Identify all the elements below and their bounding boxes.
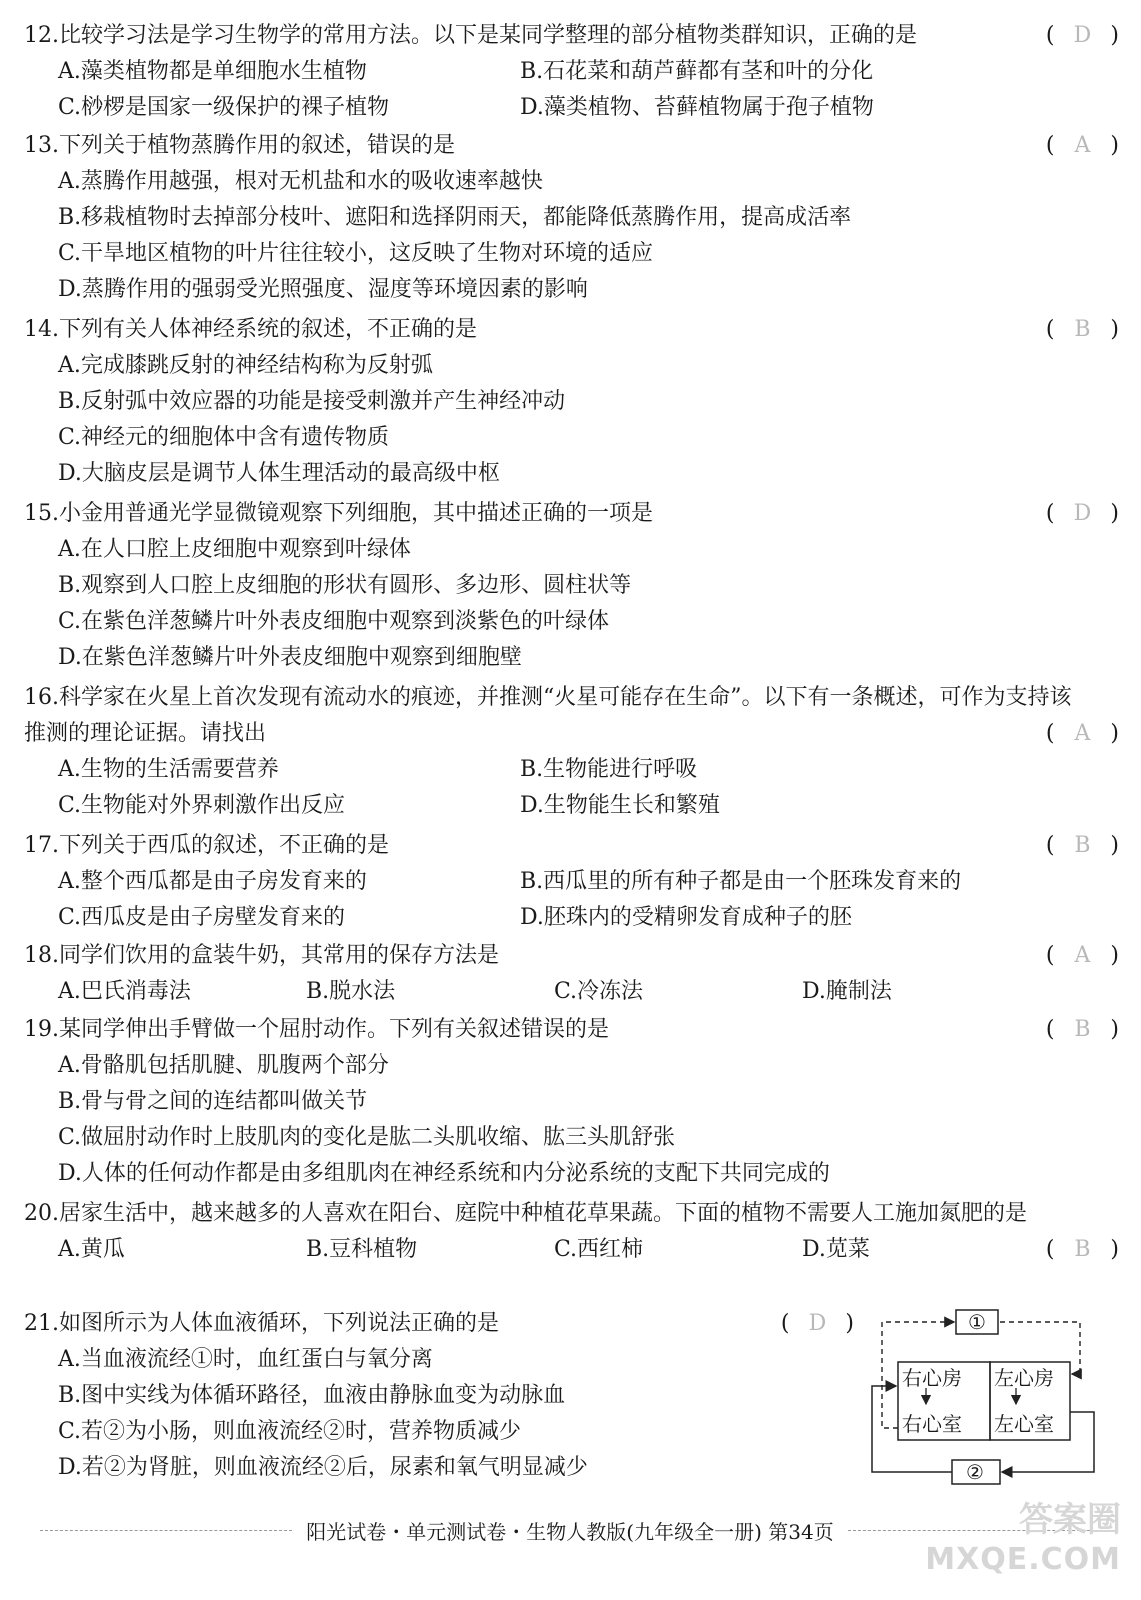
option-b: B.反射弧中效应器的功能是接受刺激并产生神经冲动 xyxy=(58,389,566,414)
option-c: C.西红柿 xyxy=(554,1237,644,1262)
question-stem: 比较学习法是学习生物学的常用方法。以下是某同学整理的部分植物类群知识，正确的是 xyxy=(59,23,918,48)
option-a: A.整个西瓜都是由子房发育来的 xyxy=(58,869,367,894)
question-number: 17. xyxy=(24,833,59,858)
option-c: C.干旱地区植物的叶片往往较小，这反映了生物对环境的适应 xyxy=(58,241,654,266)
options xyxy=(58,864,1119,936)
question-number: 15. xyxy=(24,501,59,526)
option-c: C.做屈肘动作时上肢肌肉的变化是肱二头肌收缩、肱三头肌舒张 xyxy=(58,1125,676,1150)
answer-letter: D xyxy=(1073,23,1092,48)
option-b: B.石花菜和葫芦藓都有茎和叶的分化 xyxy=(520,59,874,84)
option-a: A.蒸腾作用越强，根对无机盐和水的吸收速率越快 xyxy=(58,169,543,194)
answer-box: ( A ) xyxy=(1046,716,1119,752)
option-d: D.生物能生长和繁殖 xyxy=(520,793,720,818)
option-c: C.西瓜皮是由子房壁发育来的 xyxy=(58,905,346,930)
options xyxy=(58,974,1119,1010)
question-stem: 下列有关人体神经系统的叙述，不正确的是 xyxy=(59,317,478,342)
label-organ-1: ① xyxy=(968,1310,986,1334)
question-stem: 小金用普通光学显微镜观察下列细胞，其中描述正确的一项是 xyxy=(59,501,654,526)
option-c: C.桫椤是国家一级保护的裸子植物 xyxy=(58,95,390,120)
option-d: D.腌制法 xyxy=(802,979,892,1004)
option-a: A.在人口腔上皮细胞中观察到叶绿体 xyxy=(58,537,411,562)
options xyxy=(58,348,1119,492)
option-a: A.巴氏消毒法 xyxy=(58,979,191,1004)
question-stem: 某同学伸出手臂做一个屈肘动作。下列有关叙述错误的是 xyxy=(59,1017,610,1042)
answer-letter: A xyxy=(1074,943,1091,968)
question-18 xyxy=(24,938,1119,1010)
question-stem: 居家生活中，越来越多的人喜欢在阳台、庭院中种植花草果蔬。下面的植物不需要人工施加氮肥的是 xyxy=(59,1201,1028,1226)
answer-box: ( B ) xyxy=(1046,1012,1119,1048)
option-d: D.若②为肾脏，则血液流经②后，尿素和氧气明显减少 xyxy=(58,1455,588,1480)
question-number: 19. xyxy=(24,1017,59,1042)
answer-letter: B xyxy=(1074,1017,1091,1042)
label-right-ventricle: 右心室 xyxy=(902,1412,962,1436)
option-d: D.胚珠内的受精卵发育成种子的胚 xyxy=(520,905,852,930)
option-b: B.骨与骨之间的连结都叫做关节 xyxy=(58,1089,368,1114)
label-left-ventricle: 左心室 xyxy=(994,1412,1054,1436)
answer-letter: B xyxy=(1074,833,1091,858)
watermark-logo xyxy=(925,1500,1121,1580)
option-b: B.豆科植物 xyxy=(306,1237,418,1262)
option-c: C.生物能对外界刺激作出反应 xyxy=(58,793,346,818)
footer-text: 阳光试卷・单元测试卷・生物人教版(九年级全一册) 第34页 xyxy=(306,1520,834,1544)
answer-box: ( D ) xyxy=(781,1306,854,1342)
options xyxy=(58,1232,1119,1268)
option-c: C.神经元的细胞体中含有遗传物质 xyxy=(58,425,390,450)
answer-box: ( B ) xyxy=(1046,828,1119,864)
blood-circulation-diagram xyxy=(866,1300,1116,1500)
option-d: D.人体的任何动作都是由多组肌肉在神经系统和内分泌系统的支配下共同完成的 xyxy=(58,1161,830,1186)
answer-letter: A xyxy=(1074,721,1091,746)
question-20 xyxy=(24,1196,1119,1268)
question-number: 14. xyxy=(24,317,59,342)
question-number: 13. xyxy=(24,133,59,158)
question-stem: 下列关于西瓜的叙述，不正确的是 xyxy=(59,833,390,858)
question-number: 12. xyxy=(24,23,59,48)
label-left-atrium: 左心房 xyxy=(994,1366,1054,1390)
option-a: A.骨骼肌包括肌腱、肌腹两个部分 xyxy=(58,1053,389,1078)
option-b: B.脱水法 xyxy=(306,979,396,1004)
diagram-lines xyxy=(866,1300,1116,1500)
question-stem: 如图所示为人体血液循环，下列说法正确的是 xyxy=(59,1311,500,1336)
label-organ-2: ② xyxy=(966,1460,984,1484)
option-b: B.生物能进行呼吸 xyxy=(520,757,698,782)
question-12 xyxy=(24,18,1119,126)
option-b: B.西瓜里的所有种子都是由一个胚珠发育来的 xyxy=(520,869,962,894)
options xyxy=(58,532,1119,676)
label-right-atrium: 右心房 xyxy=(902,1366,962,1390)
answer-box: ( A ) xyxy=(1046,128,1119,164)
question-17 xyxy=(24,828,1119,936)
answer-box: ( D ) xyxy=(1046,496,1119,532)
option-a: A.黄瓜 xyxy=(58,1237,125,1262)
option-c: C.在紫色洋葱鳞片叶外表皮细胞中观察到淡紫色的叶绿体 xyxy=(58,609,610,634)
question-14 xyxy=(24,312,1119,492)
options xyxy=(58,1342,854,1486)
question-number: 20. xyxy=(24,1201,59,1226)
option-b: B.观察到人口腔上皮细胞的形状有圆形、多边形、圆柱状等 xyxy=(58,573,632,598)
question-number: 16. xyxy=(24,685,59,710)
answer-box: ( B ) xyxy=(1046,312,1119,348)
option-b: B.移栽植物时去掉部分枝叶、遮阳和选择阴雨天，都能降低蒸腾作用，提高成活率 xyxy=(58,205,852,230)
options xyxy=(58,1048,1119,1192)
answer-letter: D xyxy=(808,1311,827,1336)
answer-box: ( B ) xyxy=(1046,1232,1119,1268)
question-13 xyxy=(24,128,1119,308)
question-21 xyxy=(24,1306,854,1486)
options xyxy=(58,752,1119,824)
option-d: D.苋菜 xyxy=(802,1237,870,1262)
option-d: D.大脑皮层是调节人体生理活动的最高级中枢 xyxy=(58,461,500,486)
watermark-line-2: MXQE.COM xyxy=(925,1542,1121,1577)
option-c: C.若②为小肠，则血液流经②时，营养物质减少 xyxy=(58,1419,522,1444)
option-d: D.在紫色洋葱鳞片叶外表皮细胞中观察到细胞壁 xyxy=(58,645,522,670)
option-a: A.完成膝跳反射的神经结构称为反射弧 xyxy=(58,353,433,378)
answer-letter: B xyxy=(1074,317,1091,342)
question-stem: 科学家在火星上首次发现有流动水的痕迹，并推测“火星可能存在生命”。以下有一条概述，可作为支持该推测的理论证据。请找出 xyxy=(24,685,1072,746)
question-16 xyxy=(24,680,1119,824)
option-a: A.当血液流经①时，血红蛋白与氧分离 xyxy=(58,1347,433,1372)
option-d: D.蒸腾作用的强弱受光照强度、湿度等环境因素的影响 xyxy=(58,277,588,302)
option-d: D.藻类植物、苔藓植物属于孢子植物 xyxy=(520,95,874,120)
option-c: C.冷冻法 xyxy=(554,979,644,1004)
footer-divider-left xyxy=(40,1530,292,1531)
question-number: 21. xyxy=(24,1311,59,1336)
question-15 xyxy=(24,496,1119,676)
answer-letter: B xyxy=(1074,1237,1091,1262)
answer-box: ( D ) xyxy=(1046,18,1119,54)
answer-letter: A xyxy=(1074,133,1091,158)
answer-letter: D xyxy=(1073,501,1092,526)
options xyxy=(58,54,1119,126)
option-a: A.生物的生活需要营养 xyxy=(58,757,279,782)
question-stem: 下列关于植物蒸腾作用的叙述，错误的是 xyxy=(59,133,456,158)
option-b: B.图中实线为体循环路径，血液由静脉血变为动脉血 xyxy=(58,1383,566,1408)
question-number: 18. xyxy=(24,943,59,968)
answer-box: ( A ) xyxy=(1046,938,1119,974)
question-19 xyxy=(24,1012,1119,1192)
question-stem: 同学们饮用的盒装牛奶，其常用的保存方法是 xyxy=(59,943,500,968)
option-a: A.藻类植物都是单细胞水生植物 xyxy=(58,59,367,84)
options xyxy=(58,164,1119,308)
watermark-line-1: 答案圈 xyxy=(1019,1500,1121,1540)
